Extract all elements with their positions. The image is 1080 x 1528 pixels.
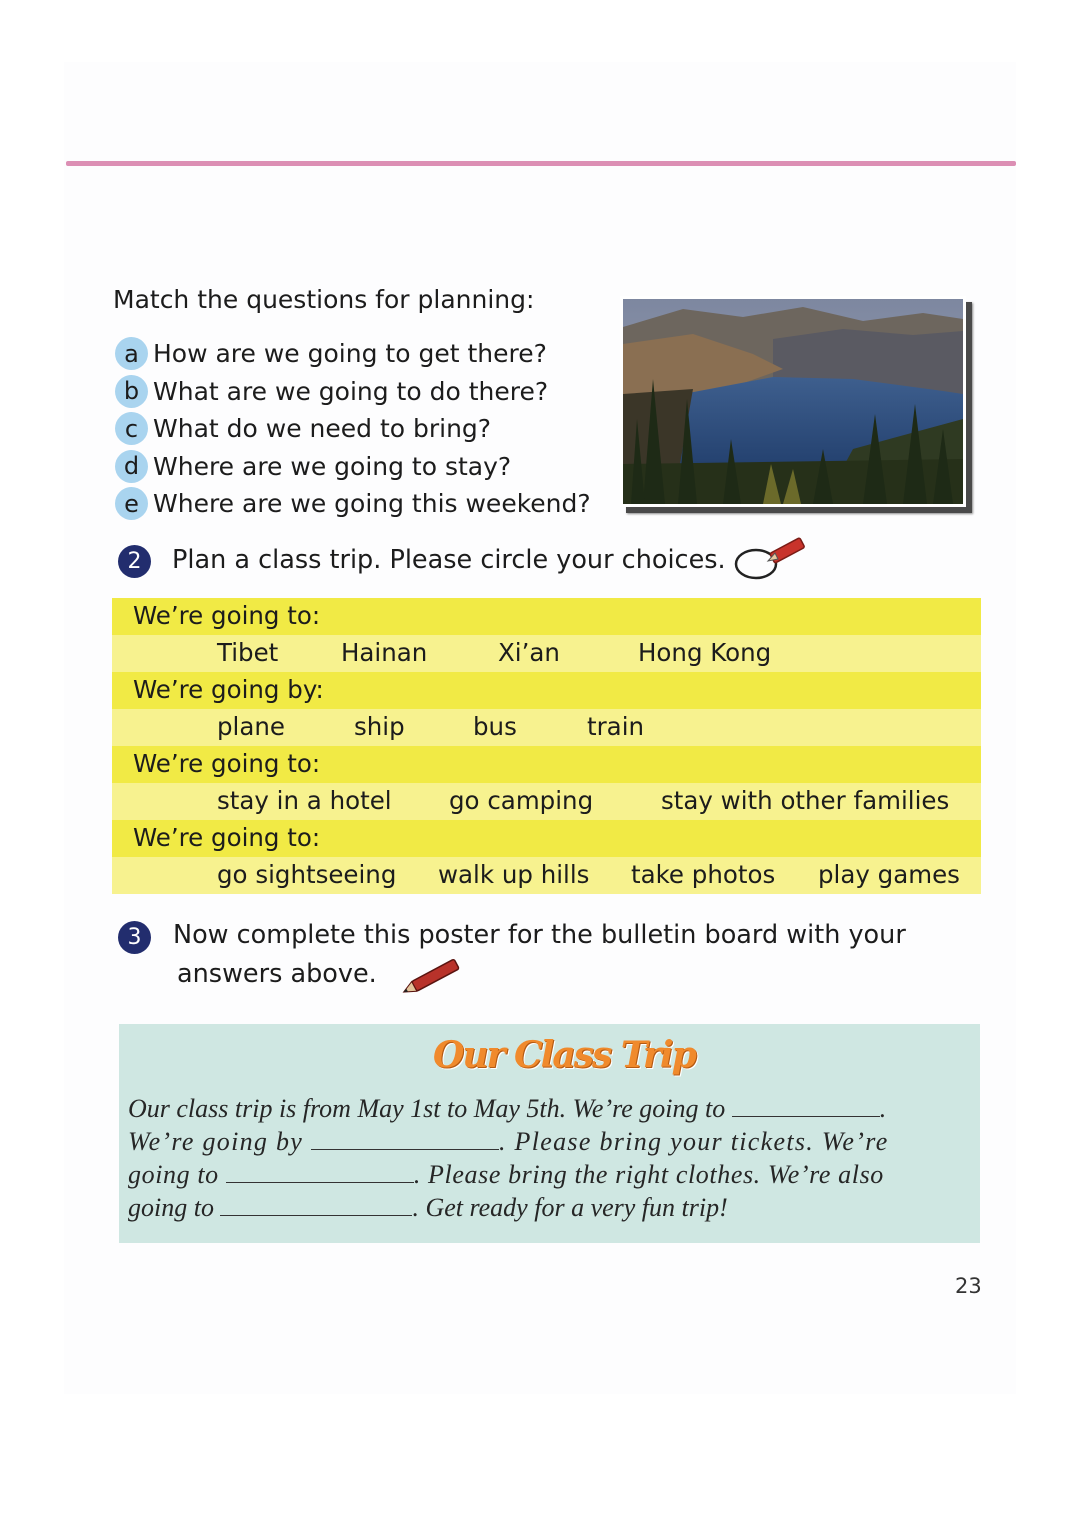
option-walk-up-hills[interactable]: walk up hills	[438, 860, 590, 889]
lake-photo	[620, 296, 966, 507]
question-text: What do we need to bring?	[153, 414, 492, 444]
answer-blank-accommodation[interactable]	[226, 1182, 414, 1183]
match-title: Match the questions for planning:	[113, 285, 535, 314]
letter-badge: e	[115, 487, 148, 520]
class-trip-poster	[119, 1024, 980, 1243]
choice-row-header	[112, 746, 981, 783]
question-item	[115, 485, 591, 523]
poster-text: . Get ready for a very fun trip!	[412, 1193, 728, 1222]
letter-badge: c	[115, 412, 148, 445]
letter-badge: d	[115, 450, 148, 483]
poster-title: Our Class Trip	[433, 1034, 695, 1076]
row-label: We’re going to:	[133, 601, 321, 630]
answer-blank-activity[interactable]	[220, 1215, 412, 1216]
section-2-number: 2	[118, 545, 151, 578]
section-2-instruction: Plan a class trip. Please circle your choices.	[172, 545, 726, 575]
option-stay-in-hotel[interactable]: stay in a hotel	[217, 786, 392, 815]
choice-row-options	[112, 635, 981, 672]
question-item	[115, 373, 591, 411]
poster-line	[128, 1193, 728, 1223]
question-text: Where are we going this weekend?	[153, 489, 591, 519]
answer-blank-destination[interactable]	[732, 1116, 880, 1117]
row-label: We’re going to:	[133, 749, 321, 778]
option-bus[interactable]: bus	[473, 712, 517, 741]
option-go-sightseeing[interactable]: go sightseeing	[217, 860, 397, 889]
lake-landscape-illustration	[623, 299, 963, 504]
choice-row-options	[112, 709, 981, 746]
choice-row-options	[112, 857, 981, 894]
question-list	[115, 335, 591, 523]
option-train[interactable]: train	[587, 712, 645, 741]
option-ship[interactable]: ship	[354, 712, 405, 741]
header-rule	[66, 161, 1016, 166]
question-text: Where are we going to stay?	[153, 451, 512, 481]
choice-row-header	[112, 672, 981, 709]
question-text: What are we going to do there?	[153, 376, 549, 406]
option-stay-with-families[interactable]: stay with other families	[661, 786, 950, 815]
section-3-number: 3	[118, 921, 151, 954]
section-3-instruction: Now complete this poster for the bulletin board with your	[173, 920, 906, 950]
pencil-icon	[398, 956, 468, 998]
poster-text: We’re going by	[128, 1127, 304, 1156]
poster-line	[128, 1127, 889, 1157]
poster-text: going to	[128, 1160, 219, 1189]
poster-text: going to	[128, 1193, 214, 1222]
question-item	[115, 448, 591, 486]
option-hainan[interactable]: Hainan	[341, 638, 428, 667]
choice-row-header	[112, 820, 981, 857]
row-label: We’re going to:	[133, 823, 321, 852]
section-3-instruction-cont: answers above.	[177, 959, 377, 989]
poster-line	[128, 1160, 884, 1190]
poster-text: .	[879, 1094, 887, 1123]
poster-line	[128, 1094, 886, 1124]
question-item	[115, 335, 591, 373]
choice-row-options	[112, 783, 981, 820]
option-xian[interactable]: Xi’an	[498, 638, 560, 667]
question-item	[115, 410, 591, 448]
letter-badge: b	[115, 375, 148, 408]
poster-text: Our class trip is from May 1st to May 5th. We’re going to	[128, 1094, 726, 1123]
option-plane[interactable]: plane	[217, 712, 285, 741]
choice-row-header	[112, 598, 981, 635]
answer-blank-transport[interactable]	[311, 1149, 499, 1150]
poster-text: . Please bring the right clothes. We’re also	[413, 1160, 884, 1189]
trip-choices-table	[112, 598, 981, 894]
option-go-camping[interactable]: go camping	[449, 786, 594, 815]
circle-marker-icon	[732, 535, 812, 583]
option-tibet[interactable]: Tibet	[217, 638, 279, 667]
letter-badge: a	[115, 337, 148, 370]
row-label: We’re going by:	[133, 675, 324, 704]
option-take-photos[interactable]: take photos	[631, 860, 776, 889]
question-text: How are we going to get there?	[153, 339, 547, 369]
option-hong-kong[interactable]: Hong Kong	[638, 638, 772, 667]
page-number: 23	[955, 1274, 982, 1298]
poster-text: . Please bring your tickets. We’re	[498, 1127, 889, 1156]
option-play-games[interactable]: play games	[818, 860, 960, 889]
